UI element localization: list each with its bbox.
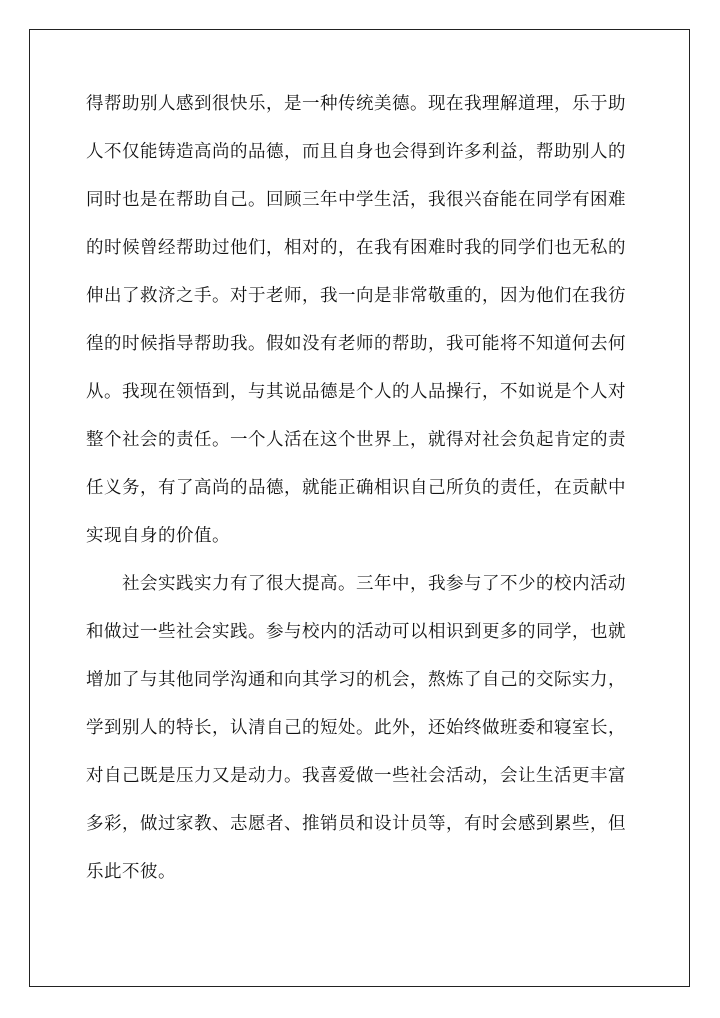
- paragraph-1-line-10: 实现自身的价值。: [86, 526, 230, 546]
- paragraph-1-line-5: 伸出了救济之手。对于老师，我一向是非常敬重的，因为他们在我彷: [86, 286, 626, 306]
- page-frame: [29, 29, 690, 987]
- paragraph-1-line-2: 人不仅能铸造高尚的品德，而且自身也会得到许多利益，帮助别人的: [86, 142, 626, 162]
- paragraph-1-line-7: 从。我现在领悟到，与其说品德是个人的人品操行，不如说是个人对: [86, 382, 626, 402]
- paragraph-1-line-8: 整个社会的责任。一个人活在这个世界上，就得对社会负起肯定的责: [86, 430, 626, 450]
- paragraph-2-line-4: 学到别人的特长，认清自己的短处。此外，还始终做班委和寝室长，: [86, 718, 626, 738]
- paragraph-1-line-4: 的时候曾经帮助过他们，相对的，在我有困难时我的同学们也无私的: [86, 238, 626, 258]
- paragraph-1-line-1: 得帮助别人感到很快乐，是一种传统美德。现在我理解道理，乐于助: [86, 94, 626, 114]
- paragraph-1-line-9: 任义务，有了高尚的品德，就能正确相识自己所负的责任，在贡献中: [86, 478, 626, 498]
- paragraph-2-line-2: 和做过一些社会实践。参与校内的活动可以相识到更多的同学，也就: [86, 622, 626, 642]
- paragraph-1-line-6: 徨的时候指导帮助我。假如没有老师的帮助，我可能将不知道何去何: [86, 334, 626, 354]
- paragraph-2-line-5: 对自己既是压力又是动力。我喜爱做一些社会活动，会让生活更丰富: [86, 766, 626, 786]
- paragraph-2-line-1: 社会实践实力有了很大提高。三年中，我参与了不少的校内活动: [122, 574, 626, 594]
- paragraph-2-line-3: 增加了与其他同学沟通和向其学习的机会，熬炼了自己的交际实力，: [86, 670, 626, 690]
- paragraph-2-line-7: 乐此不彼。: [86, 862, 176, 882]
- paragraph-2-line-6: 多彩，做过家教、志愿者、推销员和设计员等，有时会感到累些，但: [86, 814, 626, 834]
- paragraph-1-line-3: 同时也是在帮助自己。回顾三年中学生活，我很兴奋能在同学有困难: [86, 190, 626, 210]
